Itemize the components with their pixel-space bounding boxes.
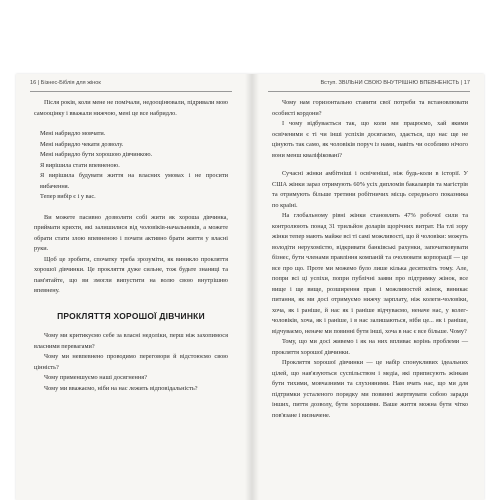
paragraph: Прокляття хорошої дівчинки — це набір спонукливих ідеальних цілей, що нав'язуються суспільством і медіа, які приписують жінкам бути тихими, мовчазними та слухняними. Нам вчать нас, що ми для підтримки усталеного порядку ми повинні жертвувати собою заради інших, пиття дозволу, бути хорошими. Ваше життя можна бути чітко пов'язане і визначене. xyxy=(272,359,468,419)
verse-block xyxy=(40,129,228,203)
verse-line: Тепер вибір є і у вас. xyxy=(40,193,96,200)
question-item: Чому применшуємо наші досягнення? xyxy=(44,374,147,381)
left-header-rule xyxy=(30,91,232,92)
question-item: Чому ми невпевнено проводимо переговори й відстоюємо свою цінність? xyxy=(34,353,228,371)
paragraph: Тому, що ми досі живемо і як на них впливає корінь проблеми — прокляття хорошої дівчинки. xyxy=(272,338,468,356)
question-item: Чому ми вважаємо, ніби на нас лежить відповідальність? xyxy=(44,384,198,392)
right-header-rule xyxy=(268,91,470,92)
paragraph: На глобальному рівні жінки становлять 47% робочої сили та контролюють понад 31 трильйон доларів щорічних витрат. На тлі зору жінки тепер мають майже всі ті самі можливості, що й чоловіки: можуть володіти нерухомістю, відкривати банківські рахунки, започатковувати бізнес, бути членами правління компаній та очолювати корпорації — це все про що. Проте ми можемо було лише кілька десятиліть тому. Але, попри всі ці успіхи, попри публічні заяви про підтримку жінок, все вище і ще вище, розширення прав і можливостей жінок, виникає питання, як ми досі отримуємо нижчу зарплату, ніж колеги-чоловіки, хоча, як і раніше, й нас як і раніше відчуваємо, неначе нас, у колег-чоловіків, хоча, як і раніше, і в нас залишаються, ніби це... як і раніше, відчуваємо, неначе ми повинні бути інші, хоча в нас є все більше. Чому? xyxy=(272,212,468,335)
paragraph: Після років, коли мене не помічали, недооцінювали, підривали мою самооцінку і вважали нижчою, мені це все набридло. xyxy=(34,99,228,117)
verse-line: Я вирішила стати впевненою. xyxy=(40,161,120,169)
question-intro: Чому ми критикуємо себе за власні недоліки, перш ніж захопимося власними перевагами? xyxy=(34,332,228,350)
paragraph: Сучасні жінки амбітніші і освіченіші, ніж будь-коли в історії. У США жінки зараз отримують 60% усіх дипломів бакалаврів та магістрів та отримують більше третини робітничих місць середнього показника по країні. xyxy=(272,170,468,209)
paragraph: Щоб це зробити, спочатку треба зрозуміти, як виникло прокляття хорошої дівчинки. Це прокляття дуже сильне, тож будьте знаниці та пам'ятайте, що ви змогли випустити на волю свою внутрішню впевнену. xyxy=(34,255,228,294)
left-running-head: 16 | Бізнес-Біблія для жінок xyxy=(30,80,101,86)
verse-line: Мені набридло мовчати. xyxy=(40,130,106,137)
questions-block xyxy=(34,331,228,394)
paragraph-gap xyxy=(272,161,468,169)
paragraph: Ви можете пасивно дозволяти собі жити як хороша дівчинка, приймати крихти, які залишилися від чоловіків-начальників, а можете обрати стати злою впевненою і почати активно брати життя у власні руки. xyxy=(34,213,228,252)
book-spread xyxy=(16,74,484,500)
paragraph: Чому нам горизонтально ставити свої потреби та встановлювати особисті кордони? xyxy=(272,99,468,117)
verse-line: Мені набридло чекати дозволу. xyxy=(40,140,124,148)
left-page-text xyxy=(34,98,228,394)
verse-line: Мені набридло бути хорошою дівчинкою. xyxy=(40,151,153,158)
right-running-head: Вступ. ЗВІЛЬНИ СВОЮ ВНУТРІШНЮ ВПЕВНЕНІСТЬ | 17 xyxy=(320,80,470,86)
left-page xyxy=(16,74,252,500)
section-heading: ПРОКЛЯТТЯ ХОРОШОЇ ДІВЧИНКИ xyxy=(57,310,205,321)
right-page xyxy=(252,74,484,500)
right-page-text xyxy=(272,98,468,421)
verse-line: Я вирішила будувати життя на власних умовах і не просити вибачення. xyxy=(40,172,228,190)
paragraph: І чому відбувається так, що коли ми працюємо, хай якими освіченими є ті чи інші успіхів досягаємо, здається, що нас ще не цінують так само, як чоловіків поруч із нами, навіть чи особливо нічого вони менш кваліфіковані? xyxy=(272,120,468,159)
